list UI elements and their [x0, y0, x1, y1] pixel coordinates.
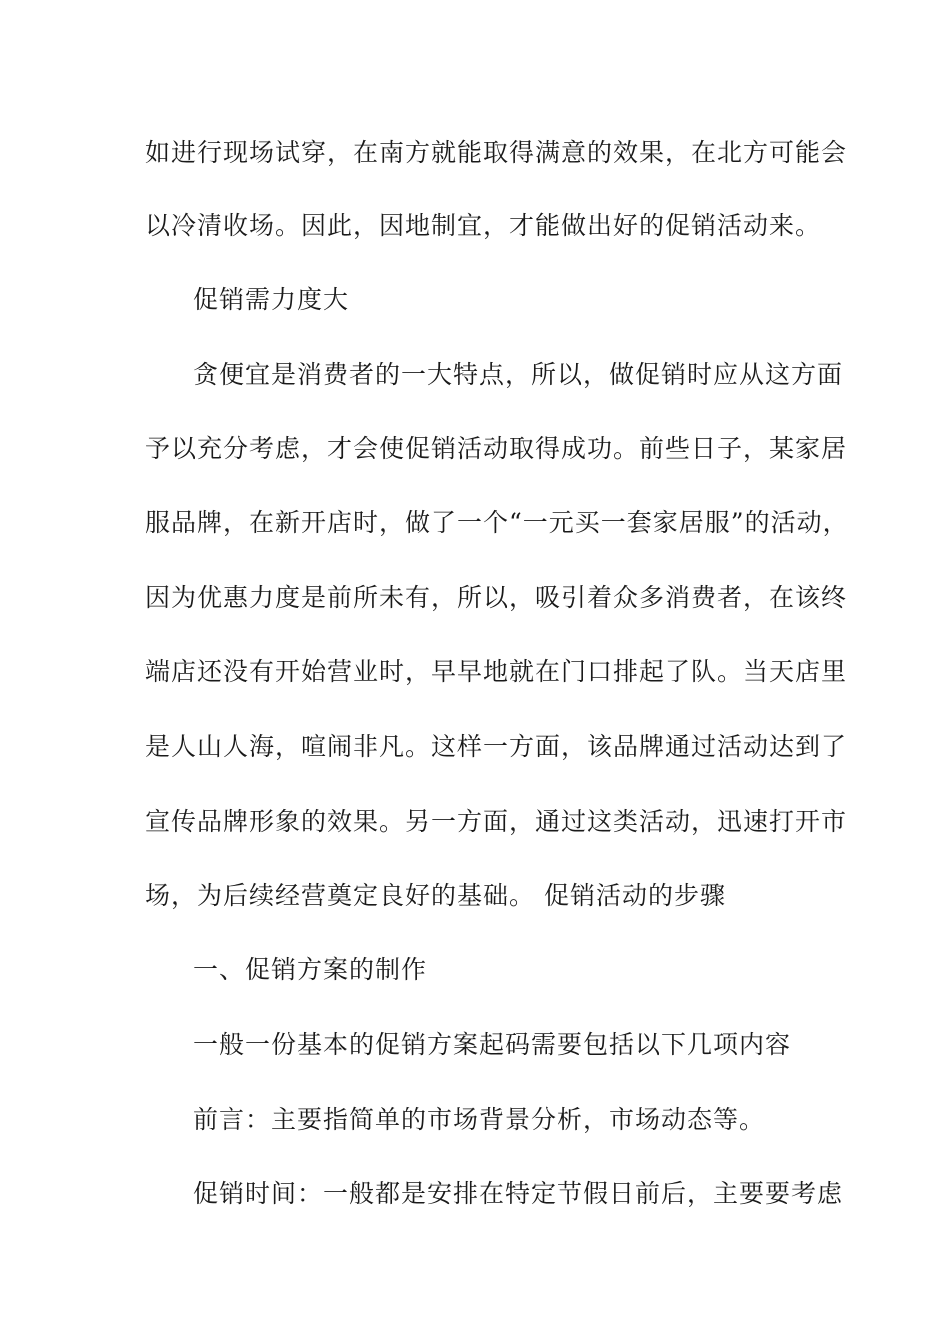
section-heading: 一、促销方案的制作: [193, 955, 428, 984]
text-line: 是人山人海，喧闹非凡。这样一方面，该品牌通过活动达到了: [145, 732, 848, 761]
text-line: 宣传品牌形象的效果。另一方面，通过这类活动，迅速打开市: [145, 807, 848, 836]
paragraph-start: 前言：主要指简单的市场背景分析，市场动态等。: [193, 1105, 766, 1134]
text-line: 以冷清收场。因此，因地制宜，才能做出好的促销活动来。: [145, 211, 822, 240]
text-line: 如进行现场试穿，在南方就能取得满意的效果，在北方可能会: [145, 138, 848, 167]
text-line: 因为优惠力度是前所未有，所以，吸引着众多消费者，在该终: [145, 583, 848, 612]
text-line: 端店还没有开始营业时，早早地就在门口排起了队。当天店里: [145, 657, 848, 686]
text-line: 予以充分考虑，才会使促销活动取得成功。前些日子，某家居: [145, 434, 848, 463]
text-line: 服品牌，在新开店时，做了一个“一元买一套家居服”的活动，: [145, 508, 849, 537]
paragraph-start: 贪便宜是消费者的一大特点，所以，做促销时应从这方面: [193, 360, 844, 389]
section-heading: 促销需力度大: [193, 285, 350, 314]
text-line: 场，为后续经营奠定良好的基础。 促销活动的步骤: [145, 881, 726, 910]
paragraph-start: 一般一份基本的促销方案起码需要包括以下几项内容: [193, 1030, 792, 1059]
paragraph-start: 促销时间：一般都是安排在特定节假日前后，主要要考虑: [193, 1179, 844, 1208]
